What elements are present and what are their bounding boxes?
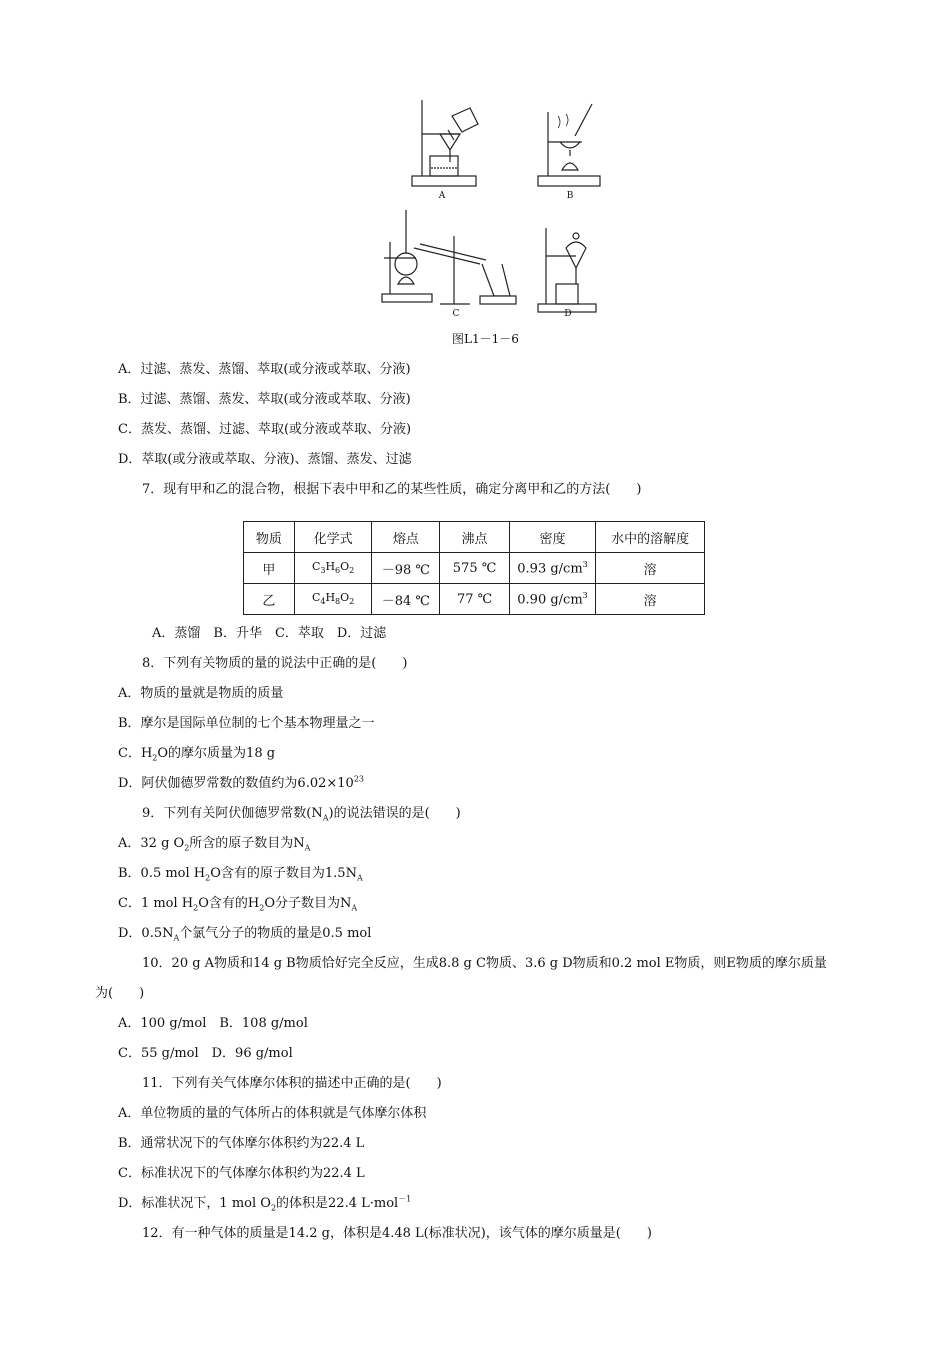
- q9-option-c: C．1 mol $H_2O$含有的$H_2O$分子数目为$N_A$: [118, 896, 358, 913]
- table-cell-melting-point: －98 ℃: [372, 553, 440, 584]
- table-row: [244, 584, 705, 615]
- table-cell-density: 0.90 $g/cm^3$: [509, 584, 596, 615]
- table-header: 物质: [244, 522, 295, 553]
- table-cell-substance: 乙: [244, 584, 295, 615]
- apparatus-c-distillation: [382, 210, 516, 304]
- q11-stem: 11．下列有关气体摩尔体积的描述中正确的是( ): [142, 1076, 442, 1091]
- table-header: 熔点: [372, 522, 440, 553]
- table-cell-formula: $C_3H_6O_2$: [294, 553, 371, 584]
- q11-option-c: C．标准状况下的气体摩尔体积约为22.4 L: [118, 1166, 365, 1181]
- q9-option-b: B．0.5 mol $H_2O$含有的原子数目为$1.5N_A$: [118, 866, 363, 883]
- q10-options-cd: C．55 g/mol D．96 g/mol: [118, 1046, 293, 1061]
- table-cell-substance: 甲: [244, 553, 295, 584]
- table-row: [244, 553, 705, 584]
- table-header: 水中的溶解度: [596, 522, 705, 553]
- q7-stem: 7．现有甲和乙的混合物，根据下表中甲和乙的某些性质，确定分离甲和乙的方法( ): [142, 482, 642, 497]
- table-cell-boiling-point: 575 ℃: [440, 553, 509, 584]
- table-cell-density: 0.93 $g/cm^3$: [509, 553, 596, 584]
- properties-table: [243, 521, 705, 615]
- table-cell-melting-point: －84 ℃: [372, 584, 440, 615]
- table-header-row: [244, 522, 705, 553]
- figure-label-b: B: [566, 191, 574, 201]
- q6-option-c: C．蒸发、蒸馏、过滤、萃取(或分液或萃取、分液): [118, 422, 412, 437]
- q8-stem: 8．下列有关物质的量的说法中正确的是( ): [142, 656, 408, 671]
- apparatus-a-filtration: [412, 100, 478, 186]
- figure-label-a: A: [438, 191, 446, 201]
- table-cell-solubility: 溶: [596, 553, 705, 584]
- table-cell-formula: $C_4H_8O_2$: [294, 584, 371, 615]
- q8-option-b: B．摩尔是国际单位制的七个基本物理量之一: [118, 716, 375, 731]
- apparatus-d-separatory-funnel: [538, 228, 596, 312]
- q8-option-d: D．阿伏伽德罗常数的数值约为$6.02\times 10^{23}$: [118, 774, 364, 791]
- q10-stem: 10．20 g A物质和14 g B物质恰好完全反应，生成8.8 g C物质、3.6 g D物质和0.2 mol E物质，则E物质的摩尔质量: [142, 956, 827, 971]
- figure-label-d: D: [564, 309, 572, 318]
- table-header: 沸点: [440, 522, 509, 553]
- q11-option-b: B．通常状况下的气体摩尔体积约为22.4 L: [118, 1136, 365, 1151]
- q6-option-a: A．过滤、蒸发、蒸馏、萃取(或分液或萃取、分液): [118, 362, 411, 377]
- q6-option-d: D．萃取(或分液或萃取、分液)、蒸馏、蒸发、过滤: [118, 452, 412, 467]
- lab-apparatus-figure: [370, 98, 610, 318]
- q8-option-c: C．$H_2O$的摩尔质量为18 g: [118, 746, 276, 763]
- q9-option-a: A．32 g $O_2$所含的原子数目为$N_A$: [118, 836, 311, 853]
- q10-stem-continued: 为( ): [95, 986, 145, 1001]
- q6-option-b: B．过滤、蒸馏、蒸发、萃取(或分液或萃取、分液): [118, 392, 411, 407]
- q8-option-a: A．物质的量就是物质的质量: [118, 686, 284, 701]
- q12-stem: 12．有一种气体的质量是14.2 g，体积是4.48 L(标准状况)，该气体的摩尔质量是( ): [142, 1226, 652, 1241]
- figure-caption: 图L1－1－6: [452, 332, 519, 346]
- q9-stem: 9．下列有关阿伏伽德罗常数$(N_A)$的说法错误的是( ): [142, 806, 461, 823]
- table-header: 密度: [509, 522, 596, 553]
- q11-option-d: D．标准状况下，1 mol $O_2$的体积是22.4 L·mol$^{-1}$: [118, 1194, 412, 1213]
- q7-options: A．蒸馏 B．升华 C．萃取 D．过滤: [152, 626, 387, 641]
- q10-options-ab: A．100 g/mol B．108 g/mol: [118, 1016, 308, 1031]
- q11-option-a: A．单位物质的量的气体所占的体积就是气体摩尔体积: [118, 1106, 427, 1121]
- table-cell-solubility: 溶: [596, 584, 705, 615]
- figure-label-c: C: [452, 309, 460, 318]
- q9-option-d: D．$0.5N_A$个氯气分子的物质的量是0.5 mol: [118, 926, 372, 943]
- table-cell-boiling-point: 77 ℃: [440, 584, 509, 615]
- table-header: 化学式: [294, 522, 371, 553]
- apparatus-b-evaporation: [538, 104, 600, 186]
